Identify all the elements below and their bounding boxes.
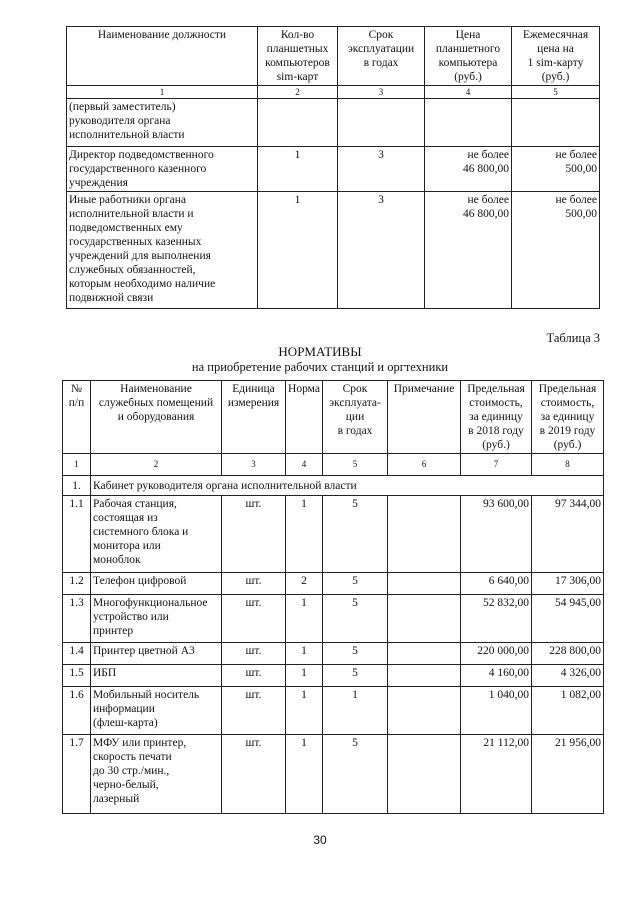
- section-row: [63, 476, 604, 496]
- column-number-row: [63, 454, 604, 476]
- item-name: Мобильный носитель информации (флеш-карта): [91, 687, 222, 735]
- tablet-price: не более 46 800,00: [425, 147, 512, 192]
- sim-price: не более 500,00: [512, 192, 600, 309]
- price-2018: 220 000,00: [461, 643, 532, 665]
- term: 3: [338, 147, 425, 192]
- item-name: Многофункциональное устройство или принтер: [91, 595, 222, 643]
- column-number: 7: [461, 454, 532, 476]
- row-number: 1.2: [63, 573, 91, 595]
- term: 5: [323, 643, 388, 665]
- norm: 1: [286, 643, 323, 665]
- column-number: 4: [286, 454, 323, 476]
- row-number: 1.5: [63, 665, 91, 687]
- quantity: 1: [258, 147, 338, 192]
- column-number: 6: [388, 454, 461, 476]
- item-name: Принтер цветной А3: [91, 643, 222, 665]
- header-cell: Кол-во планшетных компьютеров sim-карт: [258, 27, 338, 86]
- unit: шт.: [222, 687, 286, 735]
- price-2018: 52 832,00: [461, 595, 532, 643]
- positions-table: [66, 26, 600, 309]
- unit: шт.: [222, 595, 286, 643]
- note: [388, 573, 461, 595]
- row-number: 1.3: [63, 595, 91, 643]
- sim-price: не более 500,00: [512, 147, 600, 192]
- header-cell: Наименование должности: [67, 27, 258, 86]
- column-number: 2: [91, 454, 222, 476]
- note: [388, 665, 461, 687]
- header-cell: Предельная стоимость, за единицу в 2018 году (руб.): [461, 381, 532, 454]
- table-label: Таблица 3: [546, 331, 600, 345]
- header-cell: Предельная стоимость, за единицу в 2019 году (руб.): [532, 381, 604, 454]
- table-row: [67, 99, 600, 147]
- unit: шт.: [222, 496, 286, 573]
- column-number-row: [67, 86, 600, 99]
- price-2019: 21 956,00: [532, 735, 604, 814]
- table-row: [63, 687, 604, 735]
- header-cell: Норма: [286, 381, 323, 454]
- term: 5: [323, 573, 388, 595]
- header-cell: Срок эксплуата- ции в годах: [323, 381, 388, 454]
- table-row: [63, 595, 604, 643]
- table-row: [63, 735, 604, 814]
- item-name: МФУ или принтер, скорость печати до 30 стр./мин., черно-белый, лазерный: [91, 735, 222, 814]
- price-2019: 54 945,00: [532, 595, 604, 643]
- position-name: Иные работники органа исполнительной власти и подведомственных ему государственных казенных учреждений для выполнения служебных обязанностей, которым необходимо наличие подвижной связи: [67, 192, 258, 309]
- table-row: [63, 643, 604, 665]
- norm: 1: [286, 735, 323, 814]
- note: [388, 496, 461, 573]
- column-number: 5: [323, 454, 388, 476]
- header-cell: Единица измерения: [222, 381, 286, 454]
- quantity: [258, 99, 338, 147]
- unit: шт.: [222, 643, 286, 665]
- position-name: Директор подведомственного государственного казенного учреждения: [67, 147, 258, 192]
- term: 5: [323, 595, 388, 643]
- unit: шт.: [222, 735, 286, 814]
- term: 1: [323, 687, 388, 735]
- row-number: 1.6: [63, 687, 91, 735]
- norm: 2: [286, 573, 323, 595]
- note: [388, 643, 461, 665]
- header-cell: Цена планшетного компьютера (руб.): [425, 27, 512, 86]
- term: [338, 99, 425, 147]
- column-number: 3: [338, 86, 425, 99]
- term: 5: [323, 496, 388, 573]
- table-row: [63, 573, 604, 595]
- item-name: ИБП: [91, 665, 222, 687]
- column-number: 5: [512, 86, 600, 99]
- column-number: 4: [425, 86, 512, 99]
- table-row: [67, 192, 600, 309]
- term: 5: [323, 665, 388, 687]
- norm: 1: [286, 687, 323, 735]
- column-number: 8: [532, 454, 604, 476]
- price-2018: 6 640,00: [461, 573, 532, 595]
- unit: шт.: [222, 573, 286, 595]
- table-header-row: [67, 27, 600, 86]
- table-title: НОРМАТИВЫ: [278, 344, 362, 359]
- term: 3: [338, 192, 425, 309]
- row-number: 1.4: [63, 643, 91, 665]
- header-cell: № п/п: [63, 381, 91, 454]
- column-number: 1: [67, 86, 258, 99]
- table-row: [67, 147, 600, 192]
- table-subtitle: на приобретение рабочих станций и оргтехники: [191, 360, 449, 374]
- table-row: [63, 665, 604, 687]
- tablet-price: не более 46 800,00: [425, 192, 512, 309]
- column-number: 3: [222, 454, 286, 476]
- item-name: Телефон цифровой: [91, 573, 222, 595]
- price-2019: 17 306,00: [532, 573, 604, 595]
- item-name: Рабочая станция, состоящая из системного блока и монитора или моноблок: [91, 496, 222, 573]
- column-number: 2: [258, 86, 338, 99]
- header-cell: Наименование служебных помещений и оборудования: [91, 381, 222, 454]
- price-2019: 4 326,00: [532, 665, 604, 687]
- term: 5: [323, 735, 388, 814]
- price-2018: 93 600,00: [461, 496, 532, 573]
- table-header-row: [63, 381, 604, 454]
- header-cell: Срок эксплуатации в годах: [338, 27, 425, 86]
- page-number: 30: [313, 833, 327, 847]
- section-number: 1.: [63, 476, 91, 496]
- unit: шт.: [222, 665, 286, 687]
- standards-table: [62, 380, 604, 814]
- norm: 1: [286, 595, 323, 643]
- norm: 1: [286, 496, 323, 573]
- note: [388, 595, 461, 643]
- column-number: 1: [63, 454, 91, 476]
- row-number: 1.7: [63, 735, 91, 814]
- price-2018: 4 160,00: [461, 665, 532, 687]
- price-2019: 97 344,00: [532, 496, 604, 573]
- price-2019: 228 800,00: [532, 643, 604, 665]
- price-2019: 1 082,00: [532, 687, 604, 735]
- note: [388, 735, 461, 814]
- norm: 1: [286, 665, 323, 687]
- price-2018: 1 040,00: [461, 687, 532, 735]
- position-name: (первый заместитель) руководителя органа исполнительной власти: [67, 99, 258, 147]
- note: [388, 687, 461, 735]
- row-number: 1.1: [63, 496, 91, 573]
- header-cell: Примечание: [388, 381, 461, 454]
- section-title: Кабинет руководителя органа исполнительной власти: [91, 476, 604, 496]
- header-cell: Ежемесячная цена на 1 sim-карту (руб.): [512, 27, 600, 86]
- tablet-price: [425, 99, 512, 147]
- table-row: [63, 496, 604, 573]
- price-2018: 21 112,00: [461, 735, 532, 814]
- sim-price: [512, 99, 600, 147]
- quantity: 1: [258, 192, 338, 309]
